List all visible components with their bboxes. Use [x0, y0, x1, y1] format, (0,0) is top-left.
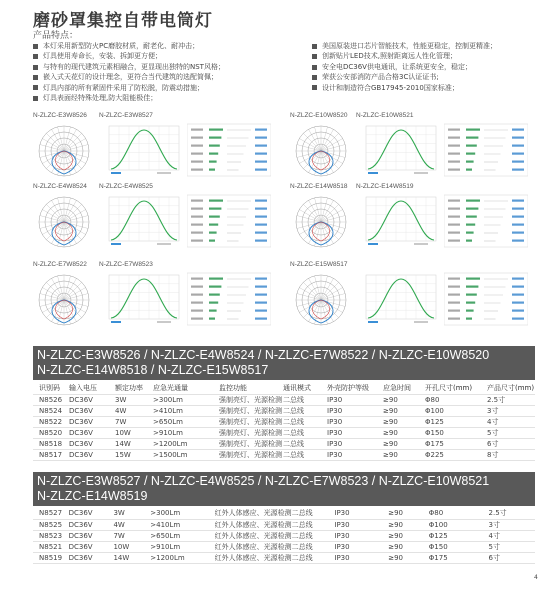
model-label: N-ZLZC-E3W8527 — [99, 112, 153, 119]
table-cell: ≥90 — [388, 552, 429, 563]
table-cell: 4W — [113, 519, 150, 530]
table-cell: Φ100 — [425, 405, 487, 416]
table-cell: DC36V — [69, 530, 114, 541]
model-label: N-ZLZC-E7W8523 — [99, 261, 153, 268]
feature-text: 本灯采用新型防火PC磨胶材质，耐老化、耐冲击； — [43, 42, 200, 50]
bullet-icon — [33, 85, 38, 90]
table-cell: 6寸 — [489, 552, 535, 563]
table-cell: ≥90 — [383, 427, 425, 438]
table-cell: 二总线 — [283, 438, 327, 449]
feature-item — [33, 83, 303, 93]
bullet-icon — [312, 44, 317, 49]
table-row — [33, 508, 535, 519]
bullet-icon — [312, 75, 317, 80]
photometric-group — [290, 112, 530, 178]
illuminance-table — [444, 122, 528, 178]
table-cell: N8527 — [33, 508, 69, 519]
feature-item — [312, 62, 537, 72]
model-label: N-ZLZC-E7W8522 — [33, 261, 87, 268]
bullet-icon — [312, 54, 317, 59]
table-cell: N8521 — [33, 541, 69, 552]
page-title: 磨砂罩集控自带电筒灯 — [33, 11, 213, 31]
table-cell: DC36V — [69, 449, 115, 460]
feature-text: 安全电DC36V供电通讯，让系统更安全，稳定； — [322, 62, 472, 71]
table-cell: 7W — [113, 530, 150, 541]
table-cell: 二总线 — [292, 519, 335, 530]
table-cell: 14W — [115, 438, 153, 449]
feature-text: 创新贴片LED技术,照射距离远人性化管理； — [322, 52, 457, 61]
table-cell: IP30 — [327, 449, 383, 460]
table-cell: DC36V — [69, 438, 115, 449]
table-cell: 8寸 — [487, 449, 535, 460]
table-cell: 强制亮灯、光源检测 — [219, 406, 282, 415]
illuminance-table — [444, 193, 528, 249]
model-label: N-ZLZC-E15W8517 — [290, 261, 348, 268]
feature-item — [33, 93, 303, 103]
table-cell: Φ125 — [429, 530, 489, 541]
table-header-row — [33, 383, 535, 394]
section1-title-line2: N-ZLZC-E14W8518 / N-ZLZC-E15W8517 — [37, 363, 269, 377]
table-cell: >300Lm — [150, 508, 214, 519]
feature-text: 荣获公安部消防产品合格3C认证证书; — [322, 73, 439, 82]
table-cell: >910Lm — [153, 427, 219, 438]
features-right-list — [312, 41, 537, 93]
table-cell: 3寸 — [489, 519, 535, 530]
table-cell: ≥90 — [383, 416, 425, 427]
table-cell: 14W — [113, 552, 150, 563]
feature-text: 嵌入式天花灯的设计理念，更符合当代建筑的选配简佩； — [43, 73, 218, 82]
table-cell: >1200Lm — [153, 438, 219, 449]
model-label: N-ZLZC-E10W8520 — [290, 112, 348, 119]
table-cell: N8518 — [33, 438, 69, 449]
illuminance-table — [187, 271, 271, 327]
feature-item — [33, 62, 303, 72]
table-cell: DC36V — [69, 405, 115, 416]
table-cell: 强制亮灯、光源检测 — [219, 428, 282, 437]
table-cell: ≥90 — [388, 508, 429, 519]
table-cell: ≥90 — [383, 405, 425, 416]
table-cell: 10W — [113, 541, 150, 552]
table-cell: 15W — [115, 449, 153, 460]
section2-spec-table — [33, 508, 535, 564]
table-cell: >650Lm — [153, 416, 219, 427]
feature-text: 设计和制造符合GB17945-2010国家标准； — [322, 83, 459, 92]
table-cell: 7W — [115, 416, 153, 427]
table-row — [33, 427, 535, 438]
intensity-curve-chart — [360, 122, 438, 176]
table-cell: IP30 — [327, 405, 383, 416]
table-cell: Φ150 — [425, 427, 487, 438]
photometric-group — [33, 112, 273, 178]
table-cell: 二总线 — [292, 530, 335, 541]
section1-title-bar — [33, 346, 535, 380]
table-cell: 4寸 — [489, 530, 535, 541]
table-cell: 4寸 — [487, 416, 535, 427]
table-cell: ≥90 — [383, 394, 425, 405]
table-cell: 二总线 — [283, 449, 327, 460]
table-cell: 2.5寸 — [487, 394, 535, 405]
table-cell: Φ80 — [425, 394, 487, 405]
table-cell: ≥90 — [383, 449, 425, 460]
bullet-icon — [33, 44, 38, 49]
model-label: N-ZLZC-E14W8519 — [356, 183, 414, 190]
intensity-curve-chart — [103, 122, 181, 176]
table-cell: 二总线 — [283, 416, 327, 427]
column-header: 应急时间 — [383, 383, 425, 394]
bullet-icon — [33, 54, 38, 59]
table-cell: N8517 — [33, 449, 69, 460]
polar-diagram — [37, 124, 91, 178]
column-header: 额定功率 — [115, 383, 153, 394]
table-cell: 二总线 — [283, 394, 327, 405]
intensity-curve-chart — [360, 193, 438, 247]
polar-diagram — [294, 124, 348, 178]
table-cell: IP30 — [334, 552, 388, 563]
table-cell: DC36V — [69, 394, 115, 405]
section1-title-line1: N-ZLZC-E3W8526 / N-ZLZC-E4W8524 / N-ZLZC-E7W8522 / N-ZLZC-E10W8520 — [37, 348, 490, 362]
section2-title-bar — [33, 472, 535, 506]
feature-item — [312, 72, 537, 82]
table-row — [33, 552, 535, 563]
table-cell: 4W — [115, 405, 153, 416]
table-cell: 红外人体感应、光源检测 — [214, 542, 292, 551]
table-cell: N8525 — [33, 519, 69, 530]
feature-item — [33, 51, 303, 61]
table-row — [33, 541, 535, 552]
table-cell: IP30 — [327, 438, 383, 449]
table-cell: DC36V — [69, 552, 114, 563]
feature-item — [312, 51, 537, 61]
table-cell: 二总线 — [283, 405, 327, 416]
table-cell: 3寸 — [487, 405, 535, 416]
table-cell: N8519 — [33, 552, 69, 563]
column-header: 外壳防护等级 — [327, 383, 383, 394]
column-header: 产品尺寸(mm) — [487, 384, 535, 393]
features-left-list — [33, 41, 303, 103]
table-cell: Φ175 — [429, 552, 489, 563]
feature-item — [33, 72, 303, 82]
table-cell: IP30 — [334, 508, 388, 519]
feature-item — [312, 41, 537, 51]
table-cell: N8522 — [33, 416, 69, 427]
table-cell: 强制亮灯、光源检测 — [219, 395, 282, 404]
table-cell: IP30 — [327, 416, 383, 427]
column-header: 识别码 — [33, 383, 69, 394]
feature-item — [33, 41, 303, 51]
table-cell: N8526 — [33, 394, 69, 405]
table-cell: >650Lm — [150, 530, 214, 541]
model-label: N-ZLZC-E10W8521 — [356, 112, 414, 119]
intensity-curve-chart — [103, 193, 181, 247]
polar-diagram — [37, 273, 91, 327]
table-cell: >300Lm — [153, 394, 219, 405]
table-cell: N8523 — [33, 530, 69, 541]
table-cell: 5寸 — [489, 541, 535, 552]
column-header: 输入电压 — [69, 383, 115, 394]
feature-text: 美国原装进口芯片智能技术，性能更稳定，控制更精准； — [322, 42, 497, 50]
page-number: 4 — [534, 574, 538, 581]
table-cell: 红外人体感应、光源检测 — [214, 531, 292, 540]
model-label: N-ZLZC-E4W8524 — [33, 183, 87, 190]
table-cell: 红外人体感应、光源检测 — [214, 553, 292, 562]
polar-diagram — [294, 195, 348, 249]
feature-text: 与特有的现代建筑元素相融合，更显现出独特的NST风格； — [43, 62, 225, 71]
table-cell: Φ80 — [429, 508, 489, 519]
table-cell: DC36V — [69, 541, 114, 552]
feature-text: 灯具使用寿命长，安装、拆卸更方便； — [43, 52, 162, 61]
table-cell: 二总线 — [292, 508, 335, 519]
table-cell: 二总线 — [292, 541, 335, 552]
table-cell: DC36V — [69, 416, 115, 427]
polar-diagram — [294, 273, 348, 327]
photometric-group — [290, 261, 530, 327]
table-cell: ≥90 — [388, 530, 429, 541]
bullet-icon — [312, 85, 317, 90]
column-header: 监控功能 — [219, 383, 283, 394]
illuminance-table — [444, 271, 528, 327]
table-cell: ≥90 — [383, 438, 425, 449]
feature-text: 灯具内部的所有紧固件采用了防松脱，防震动措施； — [43, 83, 204, 92]
bullet-icon — [33, 75, 38, 80]
photometric-group — [33, 183, 273, 249]
table-cell: 6寸 — [487, 438, 535, 449]
column-header: 开孔尺寸(mm) — [425, 383, 487, 394]
table-cell: >910Lm — [150, 541, 214, 552]
section1-spec-table — [33, 383, 535, 461]
table-cell: 2.5寸 — [489, 508, 535, 519]
table-row — [33, 519, 535, 530]
table-row — [33, 394, 535, 405]
table-cell: Φ175 — [425, 438, 487, 449]
table-cell: >410Lm — [150, 519, 214, 530]
features-heading: 产品特点： — [33, 31, 79, 41]
table-cell: Φ150 — [429, 541, 489, 552]
table-cell: 红外人体感应、光源检测 — [214, 509, 292, 518]
photometric-group — [290, 183, 530, 249]
table-cell: 二总线 — [292, 552, 335, 563]
table-cell: IP30 — [327, 394, 383, 405]
table-cell: N8520 — [33, 427, 69, 438]
table-row — [33, 530, 535, 541]
table-cell: 强制亮灯、光源检测 — [219, 450, 282, 459]
table-row — [33, 438, 535, 449]
table-cell: 强制亮灯、光源检测 — [219, 439, 282, 448]
illuminance-table — [187, 122, 271, 178]
section2-title-line2: N-ZLZC-E14W8519 — [37, 489, 148, 503]
table-cell: IP30 — [334, 530, 388, 541]
table-cell: 3W — [113, 508, 150, 519]
table-cell: Φ125 — [425, 416, 487, 427]
table-cell: 5寸 — [487, 427, 535, 438]
table-cell: ≥90 — [388, 519, 429, 530]
model-label: N-ZLZC-E14W8518 — [290, 183, 348, 190]
table-cell: >1200Lm — [150, 552, 214, 563]
table-cell: >1500Lm — [153, 449, 219, 460]
table-cell: Φ225 — [425, 449, 487, 460]
table-cell: 强制亮灯、光源检测 — [219, 417, 282, 426]
section2-title-line1: N-ZLZC-E3W8527 / N-ZLZC-E4W8525 / N-ZLZC-E7W8523 / N-ZLZC-E10W8521 — [37, 474, 490, 488]
table-cell: IP30 — [334, 541, 388, 552]
table-row — [33, 405, 535, 416]
intensity-curve-chart — [103, 271, 181, 325]
feature-item — [312, 83, 537, 93]
table-cell: 3W — [115, 394, 153, 405]
table-cell: 10W — [115, 427, 153, 438]
column-header: 通讯模式 — [283, 383, 327, 394]
table-cell: N8524 — [33, 405, 69, 416]
illuminance-table — [187, 193, 271, 249]
table-cell: DC36V — [69, 427, 115, 438]
table-cell: >410Lm — [153, 405, 219, 416]
table-cell: Φ100 — [429, 519, 489, 530]
intensity-curve-chart — [360, 271, 438, 325]
feature-text: 灯具表面经特殊处理,防大阻能极佳； — [43, 94, 158, 103]
table-cell: IP30 — [327, 427, 383, 438]
table-cell: 红外人体感应、光源检测 — [214, 520, 292, 529]
polar-diagram — [37, 195, 91, 249]
model-label: N-ZLZC-E4W8525 — [99, 183, 153, 190]
table-cell: DC36V — [69, 508, 114, 519]
table-cell: ≥90 — [388, 541, 429, 552]
column-header: 应急光通量 — [153, 383, 219, 394]
table-row — [33, 416, 535, 427]
model-label: N-ZLZC-E3W8526 — [33, 112, 87, 119]
table-cell: IP30 — [334, 519, 388, 530]
bullet-icon — [33, 65, 38, 70]
bullet-icon — [33, 96, 38, 101]
table-cell: DC36V — [69, 519, 114, 530]
table-cell: 二总线 — [283, 427, 327, 438]
bullet-icon — [312, 65, 317, 70]
photometric-group — [33, 261, 273, 327]
table-row — [33, 449, 535, 460]
